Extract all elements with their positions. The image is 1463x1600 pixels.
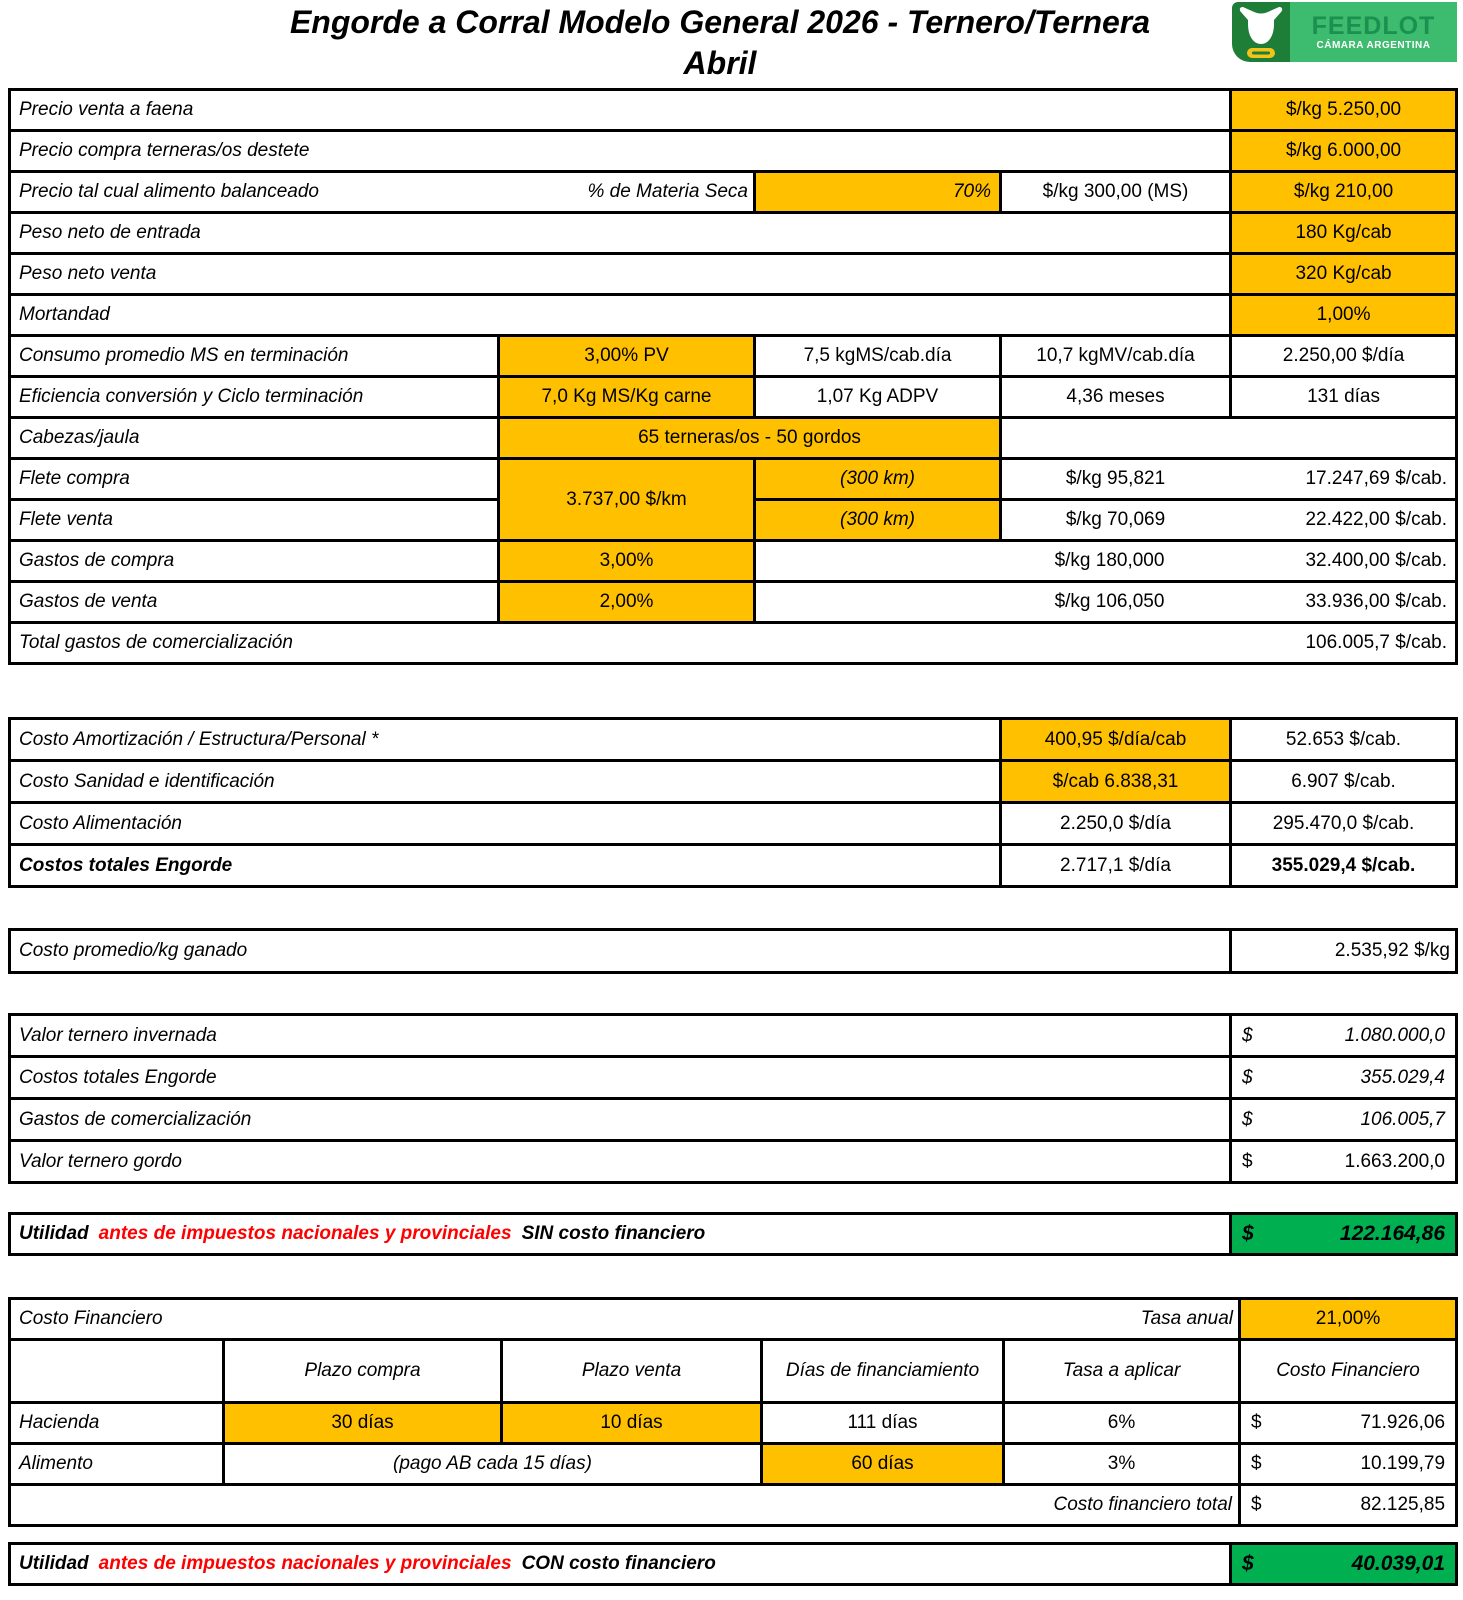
eficiencia-meses: 4,36 meses: [1001, 377, 1231, 418]
costo-financiero-total-label: Costo financiero total: [10, 1485, 1240, 1526]
costo-sanidad-label: Costo Sanidad e identificación: [10, 761, 1001, 803]
currency-symbol: $: [1251, 1494, 1262, 1515]
header-costo-financiero: Costo Financiero: [1240, 1340, 1457, 1403]
eficiencia-adpv: 1,07 Kg ADPV: [755, 377, 1001, 418]
utilidad-con-label-cell: [10, 1544, 1231, 1585]
hacienda-costo-cell: [1240, 1403, 1457, 1444]
page-title: [0, 2, 1440, 84]
utilidad-sin-value: 122.164,86: [1339, 1222, 1445, 1245]
gastos-venta-values-cell: [755, 582, 1457, 623]
utilidad-sin-suffix: SIN costo financiero: [521, 1223, 706, 1244]
table-row: [10, 1544, 1457, 1585]
table-row: [10, 254, 1457, 295]
valor-gordo-value: 1.663.200,0: [1344, 1150, 1445, 1172]
total-comercializacion-value: 106.005,7 $/cab.: [1305, 632, 1448, 653]
table-row: [10, 1403, 1457, 1444]
peso-entrada-input-cell[interactable]: 180 Kg/cab: [1231, 213, 1457, 254]
flete-tarifa-input-cell[interactable]: 3.737,00 $/km: [499, 459, 755, 541]
table-row: [10, 1299, 1457, 1340]
alimento-costo-cell: [1240, 1444, 1457, 1485]
alimento-dias-input-cell[interactable]: 60 días: [762, 1444, 1004, 1485]
utilidad-sin-result-cell: [1231, 1214, 1457, 1255]
resultado-costos-totales-value-cell: [1231, 1057, 1457, 1099]
feedlot-logo: [1232, 2, 1457, 62]
consumo-label: Consumo promedio MS en terminación: [10, 336, 499, 377]
costos-totales-cab: 355.029,4 $/cab.: [1231, 845, 1457, 887]
utilidad-red-text: antes de impuestos nacionales y provinciales: [98, 1553, 512, 1574]
currency-symbol: $: [1242, 1222, 1254, 1245]
header-tasa-aplicar: Tasa a aplicar: [1004, 1340, 1240, 1403]
flete-venta-por-cab: 22.422,00 $/cab.: [1305, 509, 1448, 530]
table-row: [10, 172, 1457, 213]
valor-invernada-label: Valor ternero invernada: [10, 1015, 1231, 1057]
costo-promedio-value: 2.535,92 $/kg: [1231, 930, 1457, 973]
table-row: [10, 719, 1457, 761]
resultado-gastos-comercializacion-value-cell: [1231, 1099, 1457, 1141]
table-row: [10, 131, 1457, 172]
costo-financiero-total-value: 82.125,85: [1360, 1494, 1446, 1515]
consumo-costo-dia: 2.250,00 $/día: [1231, 336, 1457, 377]
mortandad-label: Mortandad: [10, 295, 1231, 336]
table-row: [10, 1057, 1457, 1099]
costo-amortizacion-label: Costo Amortización / Estructura/Personal *: [10, 719, 1001, 761]
table-row: [10, 1141, 1457, 1183]
eficiencia-dias: 131 días: [1231, 377, 1457, 418]
table-row: [10, 1444, 1457, 1485]
table-row: [10, 295, 1457, 336]
table-row: [10, 541, 1457, 582]
peso-venta-input-cell[interactable]: 320 Kg/cab: [1231, 254, 1457, 295]
header-dias-financiamiento: Días de financiamiento: [762, 1340, 1004, 1403]
logo-text-block: [1290, 2, 1457, 62]
currency-symbol: $: [1242, 1150, 1253, 1172]
header-plazo-compra: Plazo compra: [224, 1340, 502, 1403]
table-row: [10, 1485, 1457, 1526]
gastos-venta-label: Gastos de venta: [10, 582, 499, 623]
cabezas-label: Cabezas/jaula: [10, 418, 499, 459]
materia-seca-label: % de Materia Seca: [587, 181, 748, 202]
table-row: [10, 582, 1457, 623]
valor-invernada-value-cell: [1231, 1015, 1457, 1057]
costo-sanidad-input-cell[interactable]: $/cab 6.838,31: [1001, 761, 1231, 803]
hacienda-tasa: 6%: [1004, 1403, 1240, 1444]
gastos-venta-por-kg: $/kg 106,050: [1054, 591, 1165, 612]
consumo-kgmv: 10,7 kgMV/cab.día: [1001, 336, 1231, 377]
costo-amortizacion-cab: 52.653 $/cab.: [1231, 719, 1457, 761]
precio-compra-input-cell[interactable]: $/kg 6.000,00: [1231, 131, 1457, 172]
flete-compra-label: Flete compra: [10, 459, 499, 500]
alimento-precio-cell[interactable]: $/kg 210,00: [1231, 172, 1457, 213]
hacienda-plazo-venta-input-cell[interactable]: 10 días: [502, 1403, 762, 1444]
utilidad-prefix: Utilidad: [19, 1223, 89, 1244]
currency-symbol: $: [1242, 1066, 1253, 1088]
alimento-label-cell: [10, 172, 755, 213]
valor-invernada-value: 1.080.000,0: [1344, 1024, 1445, 1046]
utilidad-sin-label-cell: [10, 1214, 1231, 1255]
table-row: [10, 803, 1457, 845]
utilidad-red-text: antes de impuestos nacionales y provinciales: [98, 1223, 512, 1244]
table-row: [10, 213, 1457, 254]
precio-compra-label: Precio compra terneras/os destete: [10, 131, 1231, 172]
page-title-line2: Abril: [683, 45, 757, 81]
valor-gordo-value-cell: [1231, 1141, 1457, 1183]
alimento-row-label: Alimento: [10, 1444, 224, 1485]
tasa-anual-label: Tasa anual: [1140, 1308, 1234, 1329]
costo-financiero-title-cell: [10, 1299, 1240, 1340]
total-comercializacion-row-cell: [10, 623, 1457, 664]
currency-symbol: $: [1251, 1453, 1262, 1474]
table-row: [10, 377, 1457, 418]
parameters-table: [8, 88, 1458, 665]
table-row: [10, 1214, 1457, 1255]
hacienda-label: Hacienda: [10, 1403, 224, 1444]
costo-promedio-table: [8, 928, 1458, 974]
logo-brand-text: FEEDLOT: [1311, 11, 1436, 40]
resultado-costos-totales-label: Costos totales Engorde: [10, 1057, 1231, 1099]
header-plazo-venta: Plazo venta: [502, 1340, 762, 1403]
costo-amortizacion-dia-input-cell[interactable]: 400,95 $/día/cab: [1001, 719, 1231, 761]
consumo-kgms: 7,5 kgMS/cab.día: [755, 336, 1001, 377]
flete-compra-por-kg: $/kg 95,821: [1065, 468, 1166, 489]
table-row: [10, 1099, 1457, 1141]
utilidad-sin-table: [8, 1212, 1458, 1256]
flete-compra-km-input-cell[interactable]: (300 km): [755, 459, 1001, 500]
costos-table: [8, 717, 1458, 888]
alimento-pago-note: (pago AB cada 15 días): [224, 1444, 762, 1485]
page-title-line1: Engorde a Corral Modelo General 2026 - Ternero/Ternera: [289, 4, 1151, 40]
table-row: [10, 623, 1457, 664]
table-header-row: [10, 1340, 1457, 1403]
gastos-venta-pct-input-cell[interactable]: 2,00%: [499, 582, 755, 623]
costos-totales-dia: 2.717,1 $/día: [1001, 845, 1231, 887]
costo-alimentacion-cab: 295.470,0 $/cab.: [1231, 803, 1457, 845]
costo-financiero-table: [8, 1297, 1458, 1527]
gastos-venta-por-cab: 33.936,00 $/cab.: [1305, 591, 1448, 612]
utilidad-con-result-cell: [1231, 1544, 1457, 1585]
flete-compra-values-cell: [1001, 459, 1457, 500]
alimento-tasa: 3%: [1004, 1444, 1240, 1485]
table-row: [10, 1015, 1457, 1057]
table-row: [10, 930, 1457, 973]
costos-totales-label: Costos totales Engorde: [10, 845, 1001, 887]
precio-venta-label: Precio venta a faena: [10, 90, 1231, 131]
cabezas-empty-cell: [1001, 418, 1457, 459]
table-row: [10, 336, 1457, 377]
precio-venta-input-cell[interactable]: $/kg 5.250,00: [1231, 90, 1457, 131]
costo-promedio-label: Costo promedio/kg ganado: [10, 930, 1231, 973]
currency-symbol: $: [1251, 1412, 1262, 1433]
alimento-label: Precio tal cual alimento balanceado: [19, 181, 319, 202]
hacienda-dias: 111 días: [762, 1403, 1004, 1444]
table-row: [10, 418, 1457, 459]
costo-alimentacion-dia: 2.250,0 $/día: [1001, 803, 1231, 845]
flete-compra-por-cab: 17.247,69 $/cab.: [1305, 468, 1448, 489]
consumo-pv-input-cell[interactable]: 3,00% PV: [499, 336, 755, 377]
hacienda-plazo-compra-input-cell[interactable]: 30 días: [224, 1403, 502, 1444]
total-comercializacion-label: Total gastos de comercialización: [19, 632, 293, 653]
table-row: [10, 459, 1457, 500]
hacienda-costo-value: 71.926,06: [1360, 1412, 1446, 1433]
gastos-compra-por-cab: 32.400,00 $/cab.: [1305, 550, 1448, 571]
valor-gordo-label: Valor ternero gordo: [10, 1141, 1231, 1183]
table-row: [10, 845, 1457, 887]
gastos-compra-label: Gastos de compra: [10, 541, 499, 582]
cabezas-input-cell[interactable]: 65 terneras/os - 50 gordos: [499, 418, 1001, 459]
costo-financiero-title: Costo Financiero: [19, 1308, 163, 1329]
resultado-table: [8, 1013, 1458, 1184]
eficiencia-label: Eficiencia conversión y Ciclo terminación: [10, 377, 499, 418]
alimento-precio-ms: $/kg 300,00 (MS): [1001, 172, 1231, 213]
flete-venta-km-input-cell[interactable]: (300 km): [755, 500, 1001, 541]
tasa-anual-input-cell[interactable]: 21,00%: [1240, 1299, 1457, 1340]
costo-financiero-total-cell: [1240, 1485, 1457, 1526]
costo-sanidad-cab: 6.907 $/cab.: [1231, 761, 1457, 803]
table-row: [10, 761, 1457, 803]
utilidad-prefix: Utilidad: [19, 1553, 89, 1574]
utilidad-con-table: [8, 1542, 1458, 1586]
flete-venta-por-kg: $/kg 70,069: [1065, 509, 1166, 530]
alimento-costo-value: 10.199,79: [1360, 1453, 1446, 1474]
utilidad-con-value: 40.039,01: [1351, 1552, 1445, 1575]
cow-icon: [1232, 2, 1290, 62]
eficiencia-conversion-input-cell[interactable]: 7,0 Kg MS/Kg carne: [499, 377, 755, 418]
gastos-compra-pct-input-cell[interactable]: 3,00%: [499, 541, 755, 582]
mortandad-input-cell[interactable]: 1,00%: [1231, 295, 1457, 336]
financiero-header-empty-cell: [10, 1340, 224, 1403]
cow-head-icon: [1239, 5, 1283, 59]
peso-venta-label: Peso neto venta: [10, 254, 1231, 295]
resultado-gastos-comercializacion-value: 106.005,7: [1360, 1108, 1445, 1130]
materia-seca-input-cell[interactable]: 70%: [755, 172, 1001, 213]
costo-alimentacion-label: Costo Alimentación: [10, 803, 1001, 845]
currency-symbol: $: [1242, 1552, 1254, 1575]
gastos-compra-por-kg: $/kg 180,000: [1054, 550, 1165, 571]
gastos-compra-values-cell: [755, 541, 1457, 582]
peso-entrada-label: Peso neto de entrada: [10, 213, 1231, 254]
utilidad-con-suffix: CON costo financiero: [521, 1553, 716, 1574]
flete-venta-label: Flete venta: [10, 500, 499, 541]
currency-symbol: $: [1242, 1108, 1253, 1130]
flete-venta-values-cell: [1001, 500, 1457, 541]
resultado-gastos-comercializacion-label: Gastos de comercialización: [10, 1099, 1231, 1141]
table-row: [10, 90, 1457, 131]
logo-subtitle-text: CÁMARA ARGENTINA: [1316, 39, 1431, 51]
resultado-costos-totales-value: 355.029,4: [1360, 1066, 1445, 1088]
currency-symbol: $: [1242, 1024, 1253, 1046]
